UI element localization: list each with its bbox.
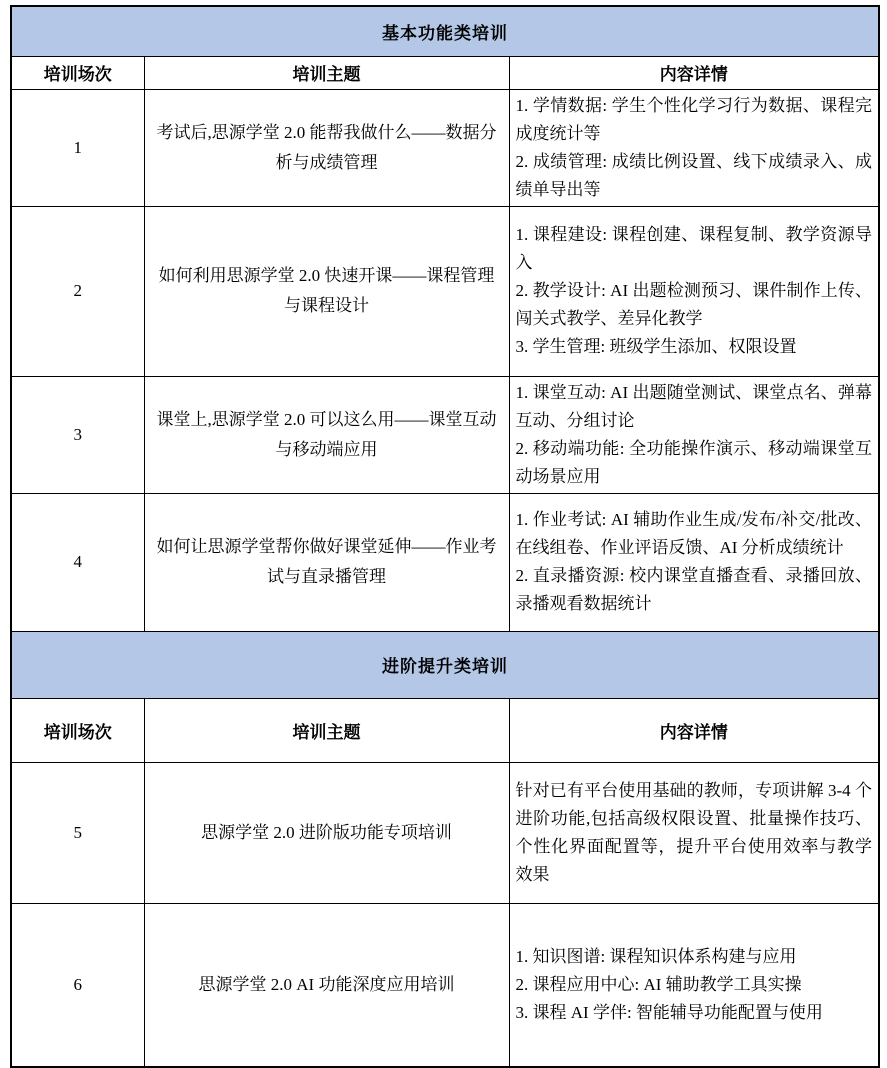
training-details [509, 206, 879, 376]
detail-item: 2. 教学设计: AI 出题检测预习、课件制作上传、闯关式教学、差异化教学 [515, 281, 873, 328]
section-1-header-row [11, 6, 879, 56]
session-number: 6 [11, 903, 144, 1067]
detail-item: 1. 课堂互动: AI 出题随堂测试、课堂点名、弹幕互动、分组讨论 [515, 382, 873, 430]
detail-item: 1. 作业考试: AI 辅助作业生成/发布/补交/批改、在线组卷、作业评语反馈、AI 分析成绩统计 [515, 510, 873, 557]
detail-item: 2. 成绩管理: 成绩比例设置、线下成绩录入、成绩单导出等 [515, 151, 873, 199]
section-2-title: 进阶提升类培训 [11, 631, 879, 698]
column-header-details: 内容详情 [509, 698, 879, 762]
session-number: 5 [11, 762, 144, 903]
table-row [11, 903, 879, 1067]
column-header-session: 培训场次 [11, 56, 144, 89]
training-topic: 如何让思源学堂帮你做好课堂延伸——作业考试与直录播管理 [144, 493, 509, 631]
column-header-topic: 培训主题 [144, 698, 509, 762]
training-details [509, 762, 879, 903]
table-row [11, 206, 879, 376]
section-1-column-header-row [11, 56, 879, 89]
column-header-topic: 培训主题 [144, 56, 509, 89]
training-schedule-table [10, 5, 880, 1068]
table-row [11, 762, 879, 903]
detail-item: 3. 课程 AI 学伴: 智能辅导功能配置与使用 [515, 1002, 823, 1022]
training-topic: 思源学堂 2.0 AI 功能深度应用培训 [144, 903, 509, 1067]
detail-item: 1. 课程建设: 课程创建、课程复制、教学资源导入 [515, 225, 873, 272]
training-details [509, 903, 879, 1067]
detail-item: 针对已有平台使用基础的教师，专项讲解 3-4 个进阶功能,包括高级权限设置、批量操作技巧、个性化界面配置等，提升平台使用效率与教学效果 [515, 780, 873, 884]
detail-item: 1. 学情数据: 学生个性化学习行为数据、课程完成度统计等 [515, 95, 873, 143]
session-number: 3 [11, 376, 144, 493]
session-number: 1 [11, 89, 144, 206]
training-details [509, 493, 879, 631]
detail-item: 3. 学生管理: 班级学生添加、权限设置 [515, 337, 797, 356]
training-details [509, 376, 879, 493]
column-header-session: 培训场次 [11, 698, 144, 762]
section-2-column-header-row [11, 698, 879, 762]
detail-item: 2. 直录播资源: 校内课堂直播查看、录播回放、录播观看数据统计 [515, 566, 873, 613]
column-header-details: 内容详情 [509, 56, 879, 89]
section-1-title: 基本功能类培训 [11, 6, 879, 56]
training-topic: 思源学堂 2.0 进阶版功能专项培训 [144, 762, 509, 903]
training-topic: 考试后,思源学堂 2.0 能帮我做什么——数据分析与成绩管理 [144, 89, 509, 206]
table-row [11, 493, 879, 631]
training-topic: 课堂上,思源学堂 2.0 可以这么用——课堂互动与移动端应用 [144, 376, 509, 493]
detail-item: 2. 移动端功能: 全功能操作演示、移动端课堂互动场景应用 [515, 438, 873, 486]
table-row [11, 376, 879, 493]
training-topic: 如何利用思源学堂 2.0 快速开课——课程管理与课程设计 [144, 206, 509, 376]
table-row [11, 89, 879, 206]
detail-item: 2. 课程应用中心: AI 辅助教学工具实操 [515, 974, 802, 994]
section-2-header-row [11, 631, 879, 698]
detail-item: 1. 知识图谱: 课程知识体系构建与应用 [515, 946, 797, 966]
session-number: 4 [11, 493, 144, 631]
training-details [509, 89, 879, 206]
session-number: 2 [11, 206, 144, 376]
